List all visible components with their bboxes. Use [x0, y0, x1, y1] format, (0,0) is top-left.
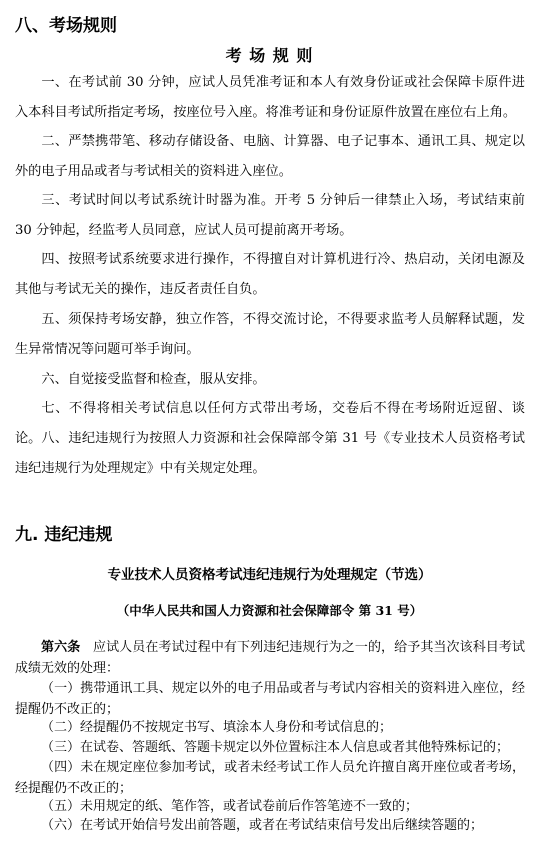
rules-title: 考 场 规 则	[225, 46, 314, 65]
section-heading-violations: 九. 违纪违规	[15, 525, 113, 545]
violation-item: （二）经提醒仍不按规定书写、填涂本人身份和考试信息的；	[41, 720, 393, 735]
regulation-title: 专业技术人员资格考试违纪违规行为处理规定（节选）	[107, 567, 432, 583]
violation-item: （四）未在规定座位参加考试，或者未经考试工作人员允许擅自离开座位或者考场，经提醒仍不改正的；	[15, 760, 525, 796]
rule-paragraph: 二、严禁携带笔、移动存储设备、电脑、计算器、电子记事本、通讯工具、规定以外的电子用品或者与考试相关的资料进入座位。	[15, 134, 525, 179]
rule-paragraph: 三、考试时间以考试系统计时器为准。开考 5 分钟后一律禁止入场，考试结束前 30 分钟起，经监考人员同意，应试人员可提前离开考场。	[15, 193, 525, 238]
violation-item: （六）在考试开始信号发出前答题，或者在考试结束信号发出后继续答题的；	[41, 818, 484, 833]
violation-item: （三）在试卷、答题纸、答题卡规定以外位置标注本人信息或者其他特殊标记的；	[41, 740, 510, 755]
section-heading-rules: 八、考场规则	[15, 16, 117, 36]
rule-paragraph: 一、在考试前 30 分钟，应试人员凭准考证和本人有效身份证或社会保障卡原件进入本科目考试所指定考场，按座位号入座。将准考证和身份证原件放置在座位右上角。	[15, 75, 525, 120]
violation-item: （一）携带通讯工具、规定以外的电子用品或者与考试内容相关的资料进入座位，经提醒仍不改正的；	[15, 681, 525, 717]
rule-paragraph: 六、自觉接受监督和检查，服从安排。	[41, 372, 266, 387]
article-label: 第六条	[41, 640, 81, 655]
article-paragraph	[15, 637, 525, 679]
violation-item: （五）未用规定的纸、笔作答，或者试卷前后作答笔迹不一致的；	[41, 799, 419, 814]
rule-paragraph: 八、违纪违规行为按照人力资源和社会保障部令第 31 号《专业技术人员资格考试违纪违规行为处理规定》中有关规定处理。	[15, 431, 525, 476]
rule-paragraph: 四、按照考试系统要求进行操作，不得擅自对计算机进行冷、热启动，关闭电源及其他与考试无关的操作，违反者责任自负。	[15, 252, 525, 297]
article-text: 应试人员在考试过程中有下列违纪违规行为之一的，给予其当次该科目考试成绩无效的处理：	[15, 640, 525, 676]
rule-paragraph: 五、须保持考场安静，独立作答，不得交流讨论，不得要求监考人员解释试题，发生异常情况等问题可举手询问。	[15, 312, 525, 357]
rule-paragraph: 七、不得将相关考试信息以任何方式带出考场，交卷后不得在考场附近逗留、谈论。	[15, 401, 525, 446]
regulation-subtitle: （中华人民共和国人力资源和社会保障部令 第 31 号）	[116, 603, 423, 618]
